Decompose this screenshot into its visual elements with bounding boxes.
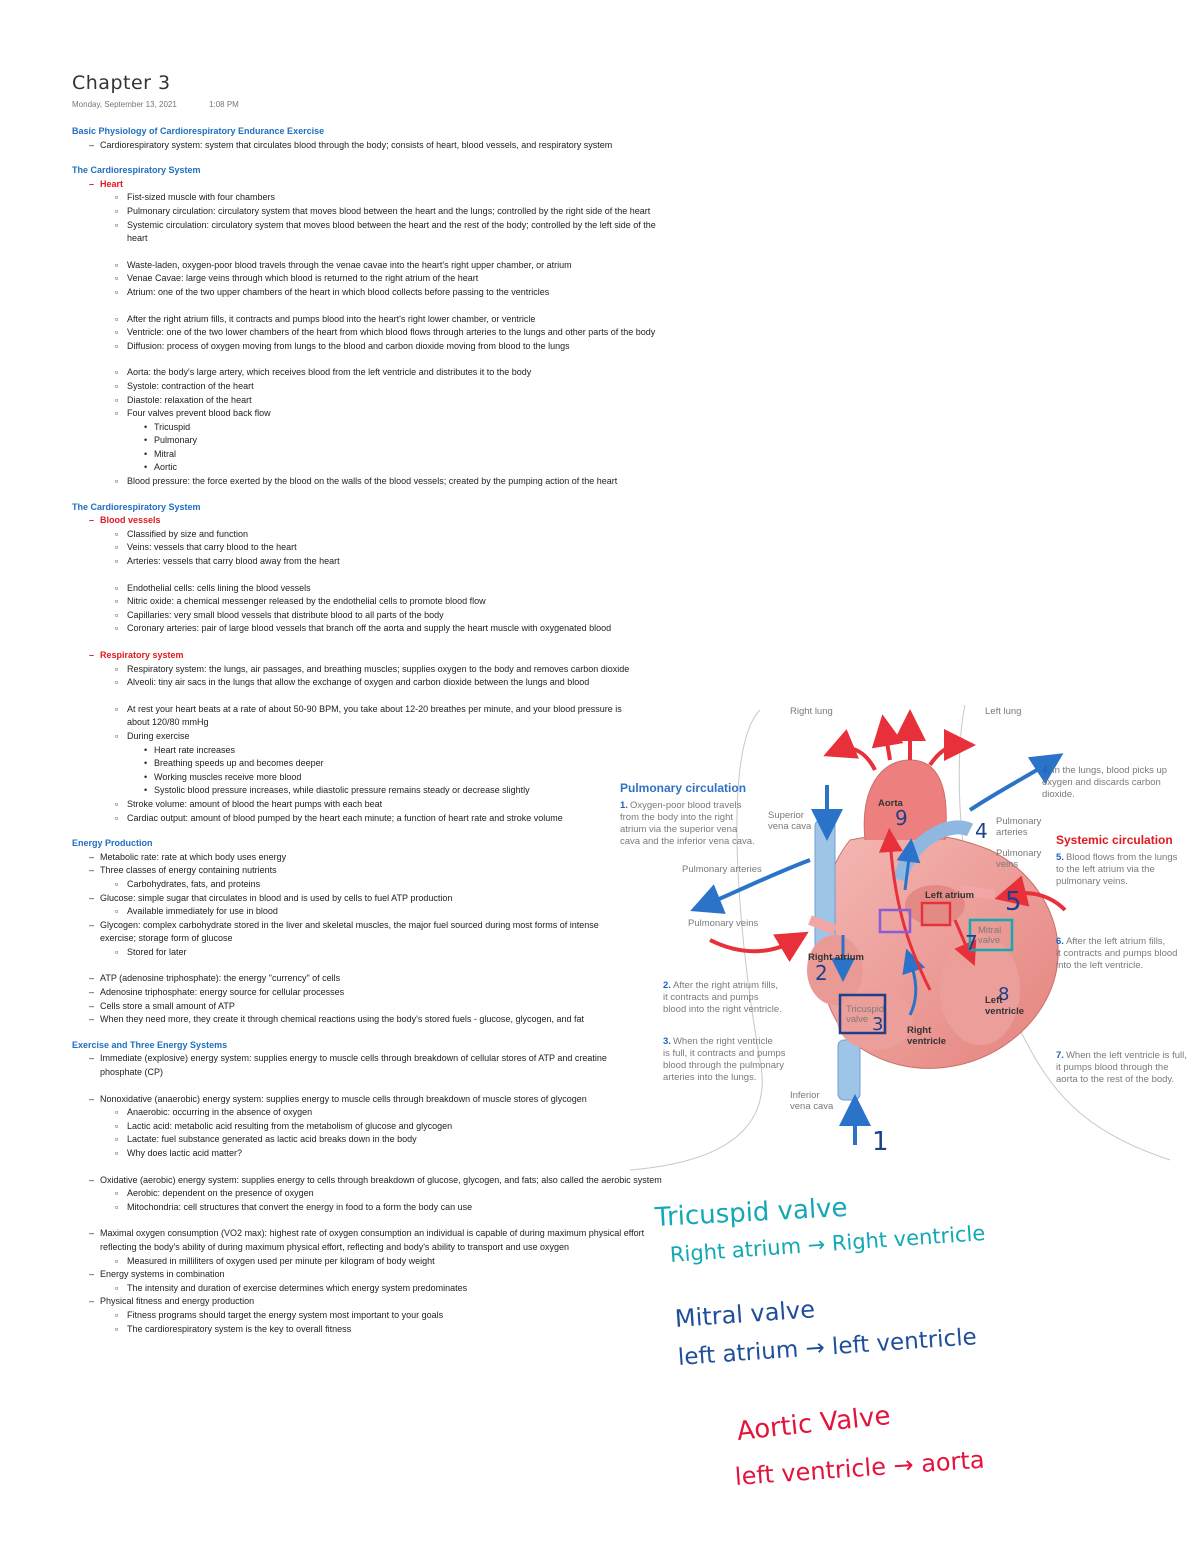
hand-number-8: 8 — [998, 984, 1010, 1005]
handwritten-aortic-path: left ventricle → aorta — [734, 1445, 986, 1491]
note-item: ▫ Nitric oxide: a chemical messenger released by the endothelial cells to promote blood flow — [72, 595, 662, 609]
page-title: Chapter 3 — [72, 72, 171, 94]
spacer — [72, 246, 662, 259]
hand-number-7: 7 — [965, 931, 978, 955]
note-item: ▫ Cardiac output: amount of blood pumped by the heart each minute; a function of heart rate and stroke volume — [72, 812, 672, 826]
pulmonary-arteries-label-right: Pulmonary arteries — [996, 816, 1042, 838]
page-date: Monday, September 13, 2021 — [72, 100, 177, 109]
heart-circulation-diagram — [610, 690, 1200, 1190]
right-lung-outline — [630, 710, 762, 1170]
tricuspid-valve-label: Tricuspid valve — [846, 1004, 885, 1025]
note-item: – Cells store a small amount of ATP — [72, 1000, 662, 1014]
note-item: ▫ Lactic acid: metabolic acid resulting from the metabolism of glucose and glycogen — [72, 1120, 662, 1134]
spacer — [72, 569, 662, 582]
arrow-aorta-left — [838, 748, 875, 770]
note-item: ▫ Lactate: fuel substance generated as lactic acid breaks down in the body — [72, 1133, 662, 1147]
inferior-vena-cava-label: Inferior vena cava — [790, 1090, 834, 1112]
left-atrium-label: Left atrium — [925, 890, 975, 901]
valve-item: • Pulmonary — [72, 434, 662, 448]
step-1-text: 1. Oxygen-poor blood travels from the body into the right atrium via the superior vena cava and the inferior vena cava. — [620, 800, 755, 847]
note-item: – Adenosine triphosphate: energy source for cellular processes — [72, 986, 662, 1000]
spacer — [72, 353, 662, 366]
inferior-vena-cava-vessel — [838, 1040, 860, 1100]
note-item: – Cardiorespiratory system: system that circulates blood through the body; consists of heart, blood vessels, and respiratory system — [72, 139, 662, 153]
note-item: ▫ Systemic circulation: circulatory system that moves blood between the heart and the rest of the body; controlled by the left side of the heart — [72, 219, 662, 246]
note-item: ▫ Systole: contraction of the heart — [72, 380, 662, 394]
note-item: ▫ Capillaries: very small blood vessels that distribute blood to all parts of the body — [72, 609, 662, 623]
note-list — [72, 178, 662, 489]
step-6-text: 6. After the left atrium fills, it contracts and pumps blood into the left ventricle. — [1056, 936, 1178, 971]
step-5-text: 5. Blood flows from the lungs to the left atrium via the pulmonary veins. — [1056, 852, 1178, 887]
note-group: – Respiratory system — [72, 649, 662, 663]
valve-item: • Tricuspid — [72, 421, 662, 435]
section-heading: The Cardiorespiratory System — [72, 501, 201, 512]
note-item: ▫ After the right atrium fills, it contracts and pumps blood into the heart's right lower chamber, or ventricle — [72, 313, 662, 327]
section-heading: Exercise and Three Energy Systems — [72, 1039, 228, 1050]
note-list — [72, 851, 662, 1027]
note-item: – Metabolic rate: rate at which body uses energy — [72, 851, 662, 865]
right-ventricle-label: Right ventricle — [907, 1025, 947, 1047]
note-list — [72, 1052, 662, 1336]
note-item: ▫ Stroke volume: amount of blood the heart pumps with each beat — [72, 798, 662, 812]
spacer — [72, 1214, 662, 1227]
valve-item: • Mitral — [72, 448, 662, 462]
note-item: ▫ Aorta: the body's large artery, which receives blood from the left ventricle and distributes it to the body — [72, 366, 662, 380]
spacer — [72, 300, 662, 313]
note-list — [72, 139, 662, 153]
page-timestamp — [72, 100, 269, 109]
left-ventricle-label: Left ventricle — [985, 995, 1025, 1017]
arrow-aorta-right — [930, 745, 960, 765]
handwritten-aortic-valve: Aortic Valve — [735, 1400, 892, 1447]
step-4-text: 4. In the lungs, blood picks up oxygen and discards carbon dioxide. — [1042, 765, 1168, 800]
note-item: ▫ Fitness programs should target the energy system most important to your goals — [72, 1309, 662, 1323]
note-item: ▫ Ventricle: one of the two lower chambers of the heart from which blood flows through arteries to the lungs and other parts of the body — [72, 326, 662, 340]
note-item: – Oxidative (aerobic) energy system: supplies energy to cells through breakdown of glucose, glycogen, and fats; also called the aerobic system — [72, 1174, 662, 1188]
arrow-pulmonary-vein-left — [710, 940, 795, 951]
note-item: ▫ Veins: vessels that carry blood to the heart — [72, 541, 662, 555]
note-item: – When they need more, they create it through chemical reactions using the body's stored fuels - glucose, glycogen, and fat — [72, 1013, 645, 1027]
note-group: – Blood vessels — [72, 514, 662, 528]
note-subitem: • Breathing speeds up and becomes deeper — [72, 757, 662, 771]
mitral-valve-label: Mitral valve — [978, 925, 1002, 946]
hand-number-3: 3 — [872, 1014, 884, 1035]
note-item: – Glucose: simple sugar that circulates in blood and is used by cells to fuel ATP production — [72, 892, 645, 906]
note-item: ▫ Endothelial cells: cells lining the blood vessels — [72, 582, 662, 596]
valve-item: • Aortic — [72, 461, 662, 475]
note-item: ▫ Measured in milliliters of oxygen used per minute per kilogram of body weight — [72, 1255, 662, 1269]
right-lung-label: Right lung — [790, 706, 833, 717]
hand-number-2: 2 — [815, 961, 828, 985]
note-item: – Immediate (explosive) energy system: supplies energy to muscle cells through breakdown of cellular stores of ATP and creatine phosphate (CP) — [72, 1052, 620, 1079]
arrow-aorta-up — [885, 730, 890, 760]
step-2-text: 2. After the right atrium fills, it contracts and pumps blood into the right ventricle. — [663, 980, 782, 1015]
note-item: – Glycogen: complex carbohydrate stored in the liver and skeletal muscles, the major fuel sourced during most forms of intense exercise; storage form of glucose — [72, 919, 635, 946]
note-item: ▫ Fist-sized muscle with four chambers — [72, 191, 662, 205]
pulmonary-circulation-heading: Pulmonary circulation — [620, 781, 747, 795]
spacer — [72, 959, 662, 972]
note-item: – Maximal oxygen consumption (VO2 max): highest rate of oxygen consumption an individual is capable of during maximum physical effort reflecting the body's ability of during maximum physical effort, reflecting and body's ability to transport and use oxygen — [72, 1227, 662, 1254]
note-item: ▫ Classified by size and function — [72, 528, 662, 542]
spacer — [72, 690, 662, 703]
arrow-pulmonary-right — [970, 762, 1050, 810]
aorta-label: Aorta — [878, 798, 903, 809]
note-item: ▫ Coronary arteries: pair of large blood vessels that branch off the aorta and supply the heart muscle with oxygenated blood — [72, 622, 642, 636]
note-item: ▫ Aerobic: dependent on the presence of oxygen — [72, 1187, 662, 1201]
note-group: – Heart — [72, 178, 662, 192]
pulmonary-veins-label-left: Pulmonary veins — [688, 918, 759, 929]
handwritten-mitral-valve: Mitral valve — [674, 1295, 816, 1333]
section-heading: Energy Production — [72, 838, 153, 849]
note-item: ▫ At rest your heart beats at a rate of about 50-90 BPM, you take about 12-20 breathes per minute, and your blood pressure is about 120/80 mmHg — [72, 703, 642, 730]
note-item: – Nonoxidative (anaerobic) energy system: supplies energy to muscle cells through breakdown of muscle stores of glycogen — [72, 1093, 662, 1107]
section-heading: Basic Physiology of Cardiorespiratory Endurance Exercise — [72, 126, 325, 136]
spacer — [72, 636, 662, 649]
note-item: ▫ Diastole: relaxation of the heart — [72, 394, 662, 408]
note-subitem: • Heart rate increases — [72, 744, 662, 758]
note-item: ▫ Mitochondria: cell structures that convert the energy in food to a form the body can use — [72, 1201, 662, 1215]
note-item: ▫ Carbohydrates, fats, and proteins — [72, 878, 662, 892]
note-item: ▫ Anaerobic: occurring in the absence of oxygen — [72, 1106, 662, 1120]
hand-number-1: 1 — [872, 1127, 889, 1157]
superior-vena-cava-label: Superior vena cava — [768, 810, 812, 832]
hand-number-4: 4 — [975, 819, 988, 843]
handwritten-tricuspid-path: Right atrium → Right ventricle — [669, 1220, 986, 1267]
spacer — [72, 1161, 662, 1174]
handwritten-notes — [640, 1192, 1200, 1495]
note-subitem: • Working muscles receive more blood — [72, 771, 662, 785]
note-item: ▫ Arteries: vessels that carry blood away from the heart — [72, 555, 662, 569]
note-item: – Three classes of energy containing nutrients — [72, 864, 662, 878]
note-item: ▫ Diffusion: process of oxygen moving from lungs to the blood and carbon dioxide moving from blood to the lungs — [72, 340, 662, 354]
note-item: ▫ Why does lactic acid matter? — [72, 1147, 662, 1161]
handwritten-tricuspid-valve: Tricuspid valve — [654, 1192, 849, 1233]
right-atrium-label: Right atrium — [808, 952, 864, 963]
step-3-text: 3. When the right ventricle is full, it contracts and pumps blood through the pulmonary arteries into the lungs. — [663, 1036, 786, 1083]
note-item: ▫ Respiratory system: the lungs, air passages, and breathing muscles; supplies oxygen to the body and removes carbon dioxide — [72, 663, 642, 677]
note-item: ▫ Atrium: one of the two upper chambers of the heart in which blood collects before passing to the ventricles — [72, 286, 662, 300]
hand-number-5: 5 — [1005, 887, 1022, 917]
systemic-circulation-heading: Systemic circulation — [1056, 833, 1173, 847]
pulmonary-arteries-label-left: Pulmonary arteries — [682, 864, 762, 875]
note-item: ▫ Waste-laden, oxygen-poor blood travels through the venae cavae into the heart's right upper chamber, or atrium — [72, 259, 662, 273]
note-item: ▫ During exercise — [72, 730, 662, 744]
note-item: – ATP (adenosine triphosphate): the energy "currency" of cells — [72, 972, 662, 986]
note-item: ▫ The cardiorespiratory system is the key to overall fitness — [72, 1323, 662, 1337]
note-item: – Physical fitness and energy production — [72, 1295, 662, 1309]
step-7-text: 7. When the left ventricle is full, it pumps blood through the aorta to the rest of the body. — [1056, 1050, 1187, 1085]
page-time: 1:08 PM — [209, 100, 239, 109]
note-item: – Energy systems in combination — [72, 1268, 662, 1282]
pulmonary-veins-label-right: Pulmonary veins — [996, 848, 1042, 870]
left-lung-label: Left lung — [985, 706, 1022, 717]
note-item: ▫ Four valves prevent blood back flow — [72, 407, 662, 421]
spacer — [72, 1080, 662, 1093]
section-heading: The Cardiorespiratory System — [72, 165, 201, 176]
hand-number-9: 9 — [895, 806, 908, 830]
note-item: ▫ Alveoli: tiny air sacs in the lungs that allow the exchange of oxygen and carbon dioxide between the lungs and blood — [72, 676, 672, 690]
note-item: ▫ Venae Cavae: large veins through which blood is returned to the right atrium of the heart — [72, 272, 662, 286]
notes-body — [72, 125, 662, 1336]
note-subitem: • Systolic blood pressure increases, while diastolic pressure remains steady or decrease slightly — [72, 784, 662, 798]
note-item: ▫ The intensity and duration of exercise determines which energy system predominates — [72, 1282, 662, 1296]
note-list — [72, 514, 662, 825]
note-item: ▫ Stored for later — [72, 946, 662, 960]
note-item: ▫ Pulmonary circulation: circulatory system that moves blood between the heart and the lungs; controlled by the right side of the heart — [72, 205, 662, 219]
note-item: ▫ Available immediately for use in blood — [72, 905, 662, 919]
note-item: ▫ Blood pressure: the force exerted by the blood on the walls of the blood vessels; created by the pumping action of the heart — [72, 475, 662, 489]
handwritten-mitral-path: left atrium → left ventricle — [677, 1324, 978, 1371]
